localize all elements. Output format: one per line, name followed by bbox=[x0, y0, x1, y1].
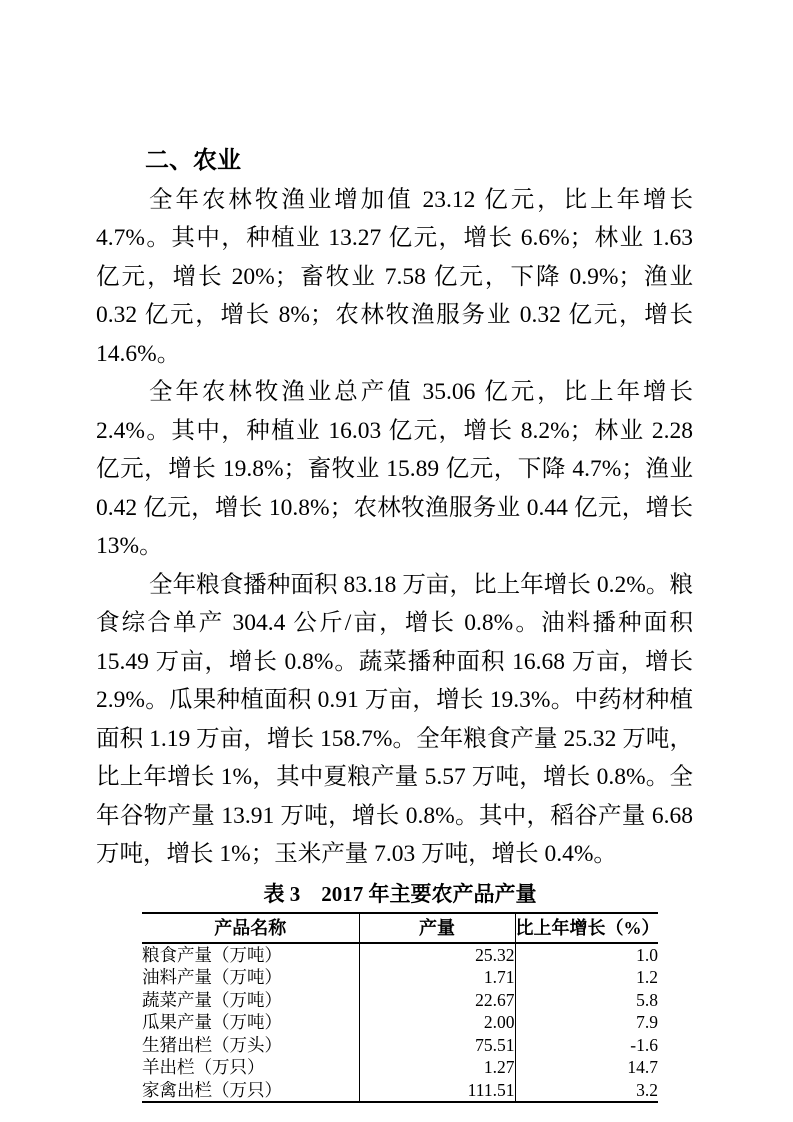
table-row bbox=[142, 1056, 658, 1079]
product-name-cell: 油料产量（万吨） bbox=[142, 967, 282, 987]
growth-cell: -1.6 bbox=[515, 1034, 658, 1057]
output-cell: 111.51 bbox=[359, 1079, 515, 1103]
product-name-cell: 生猪出栏（万头） bbox=[142, 1034, 282, 1055]
output-cell: 25.32 bbox=[359, 943, 515, 967]
table-title: 表 3 2017 年主要农产品产量 bbox=[263, 881, 537, 906]
growth-cell: 14.7 bbox=[515, 1056, 658, 1079]
product-name-cell: 瓜果产量（万吨） bbox=[142, 1012, 282, 1032]
table-row bbox=[142, 1034, 658, 1057]
growth-cell: 1.0 bbox=[515, 943, 658, 967]
table-row bbox=[142, 943, 658, 967]
output-cell: 22.67 bbox=[359, 989, 515, 1012]
table-header-row bbox=[142, 913, 658, 943]
output-cell: 1.71 bbox=[359, 966, 515, 989]
table-row bbox=[142, 1011, 658, 1034]
agricultural-products-table bbox=[142, 912, 658, 1104]
growth-cell: 3.2 bbox=[515, 1079, 658, 1103]
paragraph-gross-output: 全年农林牧渔业总产值 35.06 亿元，比上年增长 2.4%。其中，种植业 16.03 亿元，增长 8.2%；林业 2.28 亿元，增长 19.8%；畜牧业 15.89 亿元，下降 4.7%；渔业 0.42 亿元，增长 10.8%；农林牧渔服务业 0.44 亿元，增长 13%。 bbox=[96, 379, 693, 559]
product-name-cell: 粮食产量（万吨） bbox=[142, 944, 282, 965]
table-header-product-name: 产品名称 bbox=[142, 913, 359, 943]
table-row bbox=[142, 1079, 658, 1103]
growth-cell: 5.8 bbox=[515, 989, 658, 1012]
section-heading: 二、农业 bbox=[145, 148, 241, 174]
product-name-cell: 家禽出栏（万只） bbox=[142, 1079, 282, 1100]
table-header-output: 产量 bbox=[359, 913, 515, 943]
table-row bbox=[142, 966, 658, 989]
product-name-cell: 蔬菜产量（万吨） bbox=[142, 989, 282, 1010]
growth-cell: 1.2 bbox=[515, 966, 658, 989]
document-content bbox=[96, 142, 693, 1103]
output-cell: 1.27 bbox=[359, 1056, 515, 1079]
paragraph-sown-area: 全年粮食播种面积 83.18 万亩，比上年增长 0.2%。粮食综合单产 304.4 公斤/亩，增长 0.8%。油料播种面积 15.49 万亩，增长 0.8%。蔬菜播种面积 16.68 万亩，增长 2.9%。瓜果种植面积 0.91 万亩，增长 19.3%。中药材种植面积 1.19 万亩，增长 158.7%。全年粮食产量 25.32 万吨，比上年增长 1%，其中夏粮产量 5.57 万吨，增长 0.8%。全年谷物产量 13.91 万吨，增长 0.8%。其中，稻谷产量 6.68 万吨，增长 1%；玉米产量 7.03 万吨，增长 0.4%。 bbox=[96, 571, 693, 867]
product-name-cell: 羊出栏（万只） bbox=[142, 1057, 265, 1077]
table-row bbox=[142, 989, 658, 1012]
growth-cell: 7.9 bbox=[515, 1011, 658, 1034]
output-cell: 75.51 bbox=[359, 1034, 515, 1057]
table-header-growth: 比上年增长（%） bbox=[515, 913, 658, 943]
output-cell: 2.00 bbox=[359, 1011, 515, 1034]
paragraph-added-value: 全年农林牧渔业增加值 23.12 亿元，比上年增长 4.7%。其中，种植业 13.27 亿元，增长 6.6%；林业 1.63 亿元，增长 20%；畜牧业 7.58 亿元，下降 0.9%；渔业 0.32 亿元，增长 8%；农林牧渔服务业 0.32 亿元，增长 14.6%。 bbox=[96, 186, 693, 367]
